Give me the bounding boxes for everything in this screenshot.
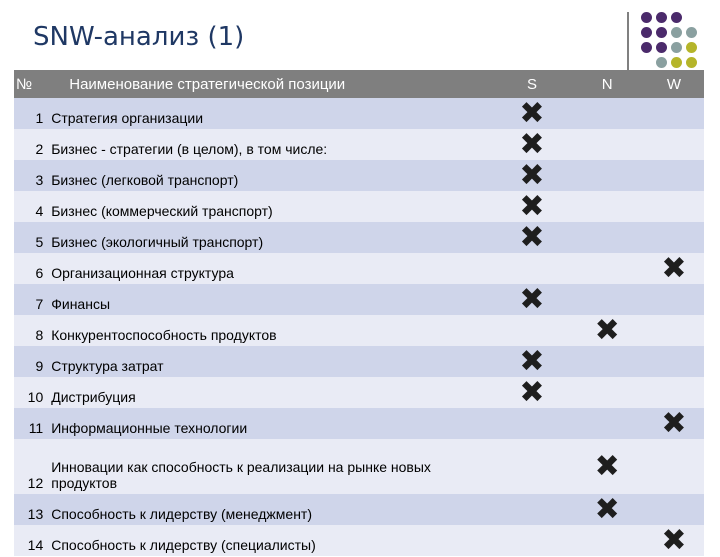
row-position-name: Инновации как способность к реализации на рынке новых продуктов [47,439,493,494]
cell-n [571,284,644,315]
row-position-name: Способность к лидерству (менеджмент) [47,494,493,525]
decorative-dot [671,42,682,53]
row-number: 6 [14,253,47,284]
cell-s [493,253,570,284]
cell-n [571,222,644,253]
row-number: 10 [14,377,47,408]
cell-n [571,191,644,222]
cross-mark-icon: ✖ [519,127,545,161]
cross-mark-icon: ✖ [519,220,545,254]
row-number: 12 [14,439,47,494]
cell-w [644,439,704,494]
cell-s [493,439,570,494]
row-number: 13 [14,494,47,525]
cross-mark-icon: ✖ [519,96,545,130]
cell-n [571,315,644,346]
table-row [14,315,704,346]
header-name: Наименование стратегической позиции [47,70,493,98]
decorative-dot [671,12,682,23]
cross-mark-icon: ✖ [594,449,620,483]
cell-s [493,346,570,377]
cell-w [644,98,704,129]
row-number: 8 [14,315,47,346]
cell-w [644,525,704,556]
cell-s [493,315,570,346]
row-number: 5 [14,222,47,253]
row-position-name: Бизнес (коммерческий транспорт) [47,191,493,222]
cell-n [571,494,644,525]
table-body [14,98,704,556]
cell-n [571,525,644,556]
cell-s [493,191,570,222]
snw-table [14,70,704,556]
header-w: W [644,70,704,98]
row-position-name: Организационная структура [47,253,493,284]
decorative-dot [686,42,697,53]
cell-w [644,346,704,377]
cell-s [493,408,570,439]
cell-w [644,315,704,346]
decorative-dot [656,27,667,38]
table-row [14,160,704,191]
decorative-dot [641,12,652,23]
cross-mark-icon: ✖ [519,189,545,223]
cell-w [644,408,704,439]
table-row [14,377,704,408]
cell-w [644,494,704,525]
row-number: 11 [14,408,47,439]
table-row [14,98,704,129]
cell-s [493,98,570,129]
header-num: № [14,70,47,98]
table-row [14,346,704,377]
cell-n [571,129,644,160]
row-position-name: Информационные технологии [47,408,493,439]
table-row [14,439,704,494]
table-header-row [14,70,704,98]
row-position-name: Бизнес (экологичный транспорт) [47,222,493,253]
cell-w [644,284,704,315]
decorative-dot [686,27,697,38]
decorative-dot [656,42,667,53]
decorative-dot [656,12,667,23]
table-row [14,408,704,439]
cross-mark-icon: ✖ [594,313,620,347]
cell-w [644,191,704,222]
table-row [14,525,704,556]
cell-n [571,253,644,284]
cross-mark-icon: ✖ [519,375,545,409]
cell-s [493,377,570,408]
row-number: 14 [14,525,47,556]
cross-mark-icon: ✖ [661,406,687,440]
cell-s [493,494,570,525]
row-position-name: Способность к лидерству (специалисты) [47,525,493,556]
row-position-name: Структура затрат [47,346,493,377]
row-number: 4 [14,191,47,222]
row-position-name: Бизнес - стратегии (в целом), в том числе: [47,129,493,160]
cell-w [644,129,704,160]
cell-s [493,160,570,191]
table-row [14,494,704,525]
cell-n [571,377,644,408]
cross-mark-icon: ✖ [519,282,545,316]
cross-mark-icon: ✖ [661,251,687,285]
cell-w [644,253,704,284]
row-position-name: Конкурентоспособность продуктов [47,315,493,346]
row-number: 2 [14,129,47,160]
row-position-name: Дистрибуция [47,377,493,408]
cell-s [493,129,570,160]
row-position-name: Финансы [47,284,493,315]
row-number: 9 [14,346,47,377]
cross-mark-icon: ✖ [594,492,620,526]
page-title: SNW-анализ (1) [33,22,245,52]
cell-n [571,408,644,439]
decorative-dot [671,57,682,68]
table-row [14,284,704,315]
row-number: 1 [14,98,47,129]
cell-n [571,98,644,129]
cell-n [571,439,644,494]
row-number: 3 [14,160,47,191]
cell-w [644,377,704,408]
table-row [14,191,704,222]
cross-mark-icon: ✖ [661,523,687,557]
decorative-dot [641,27,652,38]
cell-n [571,160,644,191]
header-n: N [571,70,644,98]
table-row [14,222,704,253]
decorative-dot-grid [641,12,717,72]
table-row [14,129,704,160]
row-number: 7 [14,284,47,315]
header-s: S [493,70,570,98]
cell-n [571,346,644,377]
table-row [14,253,704,284]
cross-mark-icon: ✖ [519,158,545,192]
cell-s [493,222,570,253]
row-position-name: Стратегия организации [47,98,493,129]
cell-w [644,222,704,253]
cell-w [644,160,704,191]
decorative-dot [641,42,652,53]
row-position-name: Бизнес (легковой транспорт) [47,160,493,191]
cross-mark-icon: ✖ [519,344,545,378]
cell-s [493,525,570,556]
cell-s [493,284,570,315]
decorative-dot [686,57,697,68]
decorative-dot [671,27,682,38]
decorative-dot [656,57,667,68]
